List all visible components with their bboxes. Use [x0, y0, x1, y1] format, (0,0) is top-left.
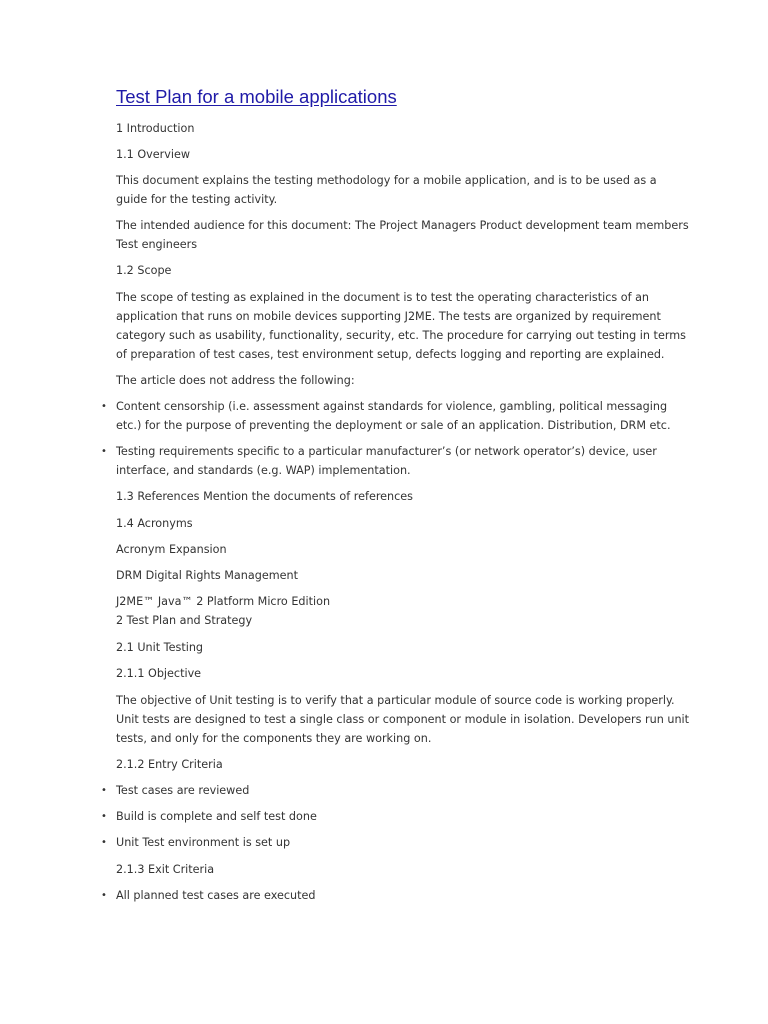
acronym-table-header: Acronym Expansion — [116, 543, 227, 556]
heading-test-plan-strategy: 2 Test Plan and Strategy — [116, 614, 253, 627]
scope-paragraph-line: The scope of testing as explained in the document is to test the operating characteristics of an — [116, 291, 650, 304]
objective-paragraph-line: The objective of Unit testing is to verify that a particular module of source code is working properly. — [116, 694, 675, 707]
scope-paragraph-line: of preparation of test cases, test environment setup, defects logging and reporting are explained. — [116, 348, 665, 361]
bullet-item-line: interface, and standards (e.g. WAP) implementation. — [116, 464, 411, 477]
exit-criteria-item: All planned test cases are executed — [116, 889, 316, 902]
heading-entry-criteria: 2.1.2 Entry Criteria — [116, 758, 223, 771]
overview-paragraph-line: guide for the testing activity. — [116, 193, 278, 206]
audience-paragraph-line: Test engineers — [116, 238, 198, 251]
scope-paragraph-line: application that runs on mobile devices supporting J2ME. The tests are organized by requirement — [116, 310, 661, 323]
bullet-marker: • — [101, 401, 107, 412]
bullet-marker: • — [101, 837, 107, 848]
bullet-marker: • — [101, 446, 107, 457]
heading-references: 1.3 References Mention the documents of references — [116, 490, 414, 503]
heading-acronyms: 1.4 Acronyms — [116, 517, 193, 530]
heading-objective: 2.1.1 Objective — [116, 667, 202, 680]
heading-introduction: 1 Introduction — [116, 122, 195, 135]
entry-criteria-item: Build is complete and self test done — [116, 810, 317, 823]
bullet-marker: • — [101, 811, 107, 822]
heading-scope: 1.2 Scope — [116, 264, 172, 277]
objective-paragraph-line: tests, and only for the components they are working on. — [116, 732, 432, 745]
overview-paragraph-line: This document explains the testing methodology for a mobile application, and is to be used as a — [116, 174, 657, 187]
entry-criteria-item: Test cases are reviewed — [116, 784, 250, 797]
acronym-row: DRM Digital Rights Management — [116, 569, 298, 582]
bullet-item-line: Testing requirements specific to a particular manufacturer’s (or network operator’s) device, user — [116, 445, 657, 458]
bullet-item-line: etc.) for the purpose of preventing the deployment or sale of an application. Distribution, DRM etc. — [116, 419, 671, 432]
bullet-marker: • — [101, 785, 107, 796]
bullet-marker: • — [101, 890, 107, 901]
heading-exit-criteria: 2.1.3 Exit Criteria — [116, 863, 215, 876]
entry-criteria-item: Unit Test environment is set up — [116, 836, 291, 849]
audience-paragraph-line: The intended audience for this document: The Project Managers Product development team members — [116, 219, 689, 232]
not-addressed-intro: The article does not address the following: — [116, 374, 355, 387]
bullet-item-line: Content censorship (i.e. assessment against standards for violence, gambling, political messaging — [116, 400, 668, 413]
document-title: Test Plan for a mobile applications — [116, 86, 397, 107]
heading-unit-testing: 2.1 Unit Testing — [116, 641, 204, 654]
acronym-row: J2ME™ Java™ 2 Platform Micro Edition — [116, 595, 331, 608]
heading-overview: 1.1 Overview — [116, 148, 191, 161]
scope-paragraph-line: category such as usability, functionality, security, etc. The procedure for carrying out testing in terms — [116, 329, 686, 342]
objective-paragraph-line: Unit tests are designed to test a single class or component or module in isolation. Developers run unit — [116, 713, 690, 726]
